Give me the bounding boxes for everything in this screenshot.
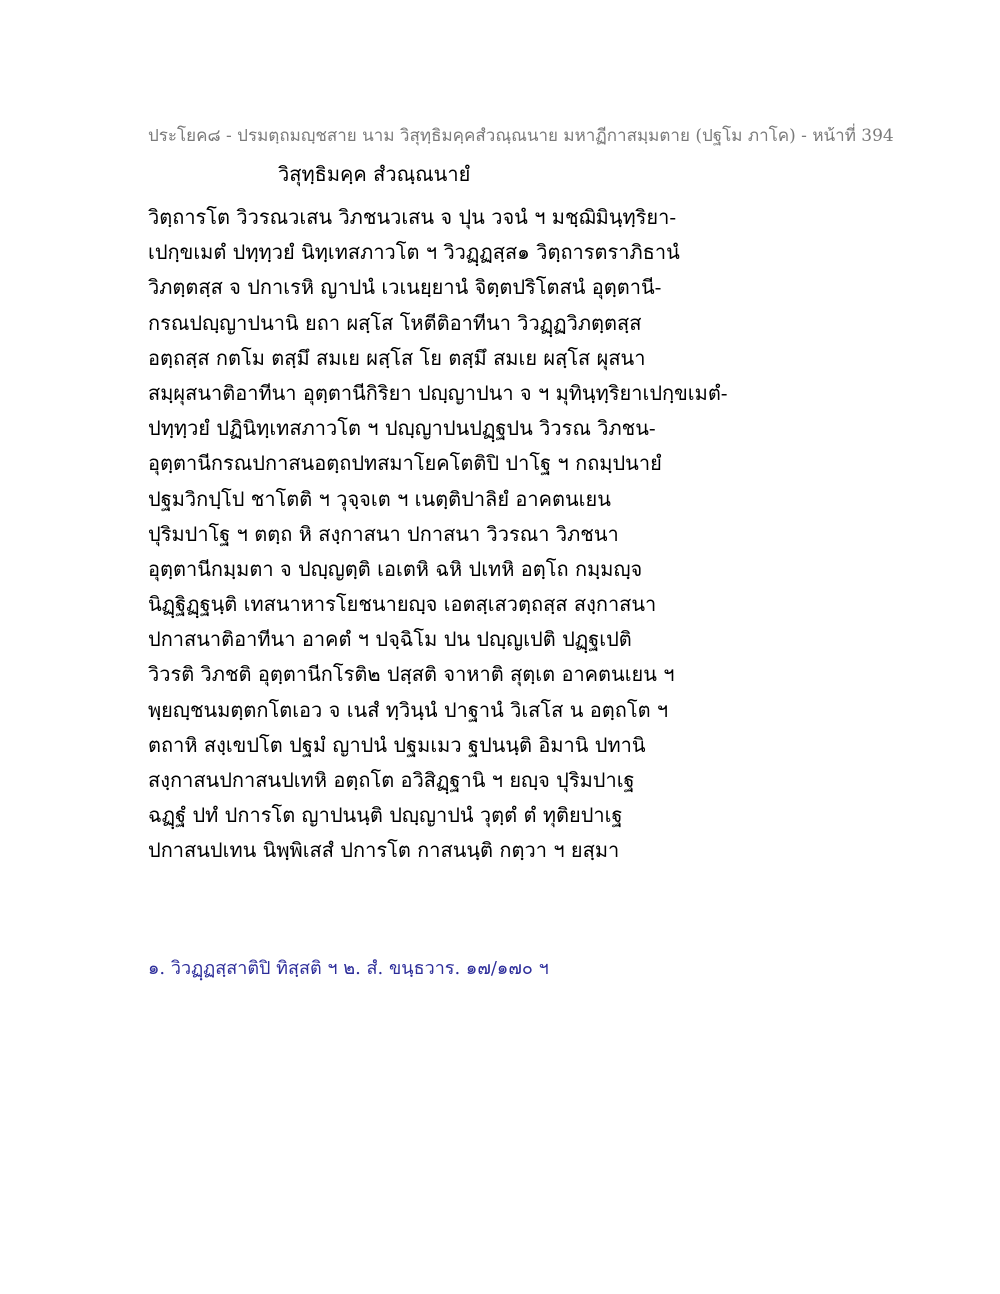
body-line: สงฺกาสนปกาสนปเทหิ อตฺถโต อวิสิฏฺฐานิ ฯ ยญฺจ ปุริมปาเฐ [148,768,635,792]
body-line: สมฺผุสนาติอาทีนา อุตฺตานีกิริยา ปญฺญาปนา จ ฯ มุทินฺทฺริยาเปกฺขเมตํ- [148,380,728,405]
section-title: วิสุทฺธิมคฺค สํวณฺณนายํ [278,162,471,186]
footnote: ๑. วิวฏฺฏสฺสาติปิ ทิสฺสติ ฯ ๒. สํ. ขนฺธวาร. ๑๗/๑๗๐ ฯ [148,958,549,979]
body-line: ปฐมวิกปฺโป ชาโตติ ฯ วุจฺจเต ฯ เนตฺติปาลิยํ อาคตนเยน [148,486,611,511]
body-line: ฉฏฺฐํ ปทํ ปการโต ญาปนนฺติ ปญฺญาปนํ วุตฺตํ ตํ ทุติยปาเฐ [148,803,623,828]
body-line: เปกฺขเมตํ ปทฺทฺวยํ นิทฺเทสภาวโต ฯ วิวฏฺฏสฺส๑ วิตฺถารตราภิธานํ [148,240,680,265]
body-line: กรณปญฺญาปนานิ ยถา ผสฺโส โหตีติอาทีนา วิวฏฺฏวิภตฺตสฺส [148,310,642,335]
body-line: วิวรติ วิภชติ อุตฺตานีกโรติ๒ ปสฺสติ จาหาติ สุตฺเต อาคตนเยน ฯ [148,662,675,687]
body-line: วิภตฺตสฺส จ ปกาเรหิ ญาปนํ เวเนยฺยานํ จิตฺตปริโตสนํ อุตฺตานี- [148,275,662,300]
body-line: พฺยญฺชนมตฺตกโตเอว จ เนสํ ทฺวินฺนํ ปาฐานํ วิเสโส น อตฺถโต ฯ [148,697,669,722]
body-line: อุตฺตานีกรณปกาสนอตฺถปทสมาโยคโตติปิ ปาโฐ ฯ กถมฺปนายํ [148,451,662,476]
body-line: ปทฺทฺวยํ ปฏินิทฺเทสภาวโต ฯ ปญฺญาปนปฏฺฐปน วิวรณ วิภชน- [148,416,656,441]
body-line: อุตฺตานีกมฺมตา จ ปญฺญตฺติ เอเตหิ ฉหิ ปเทหิ อตฺโถ กมฺมญฺจ [148,556,643,581]
body-line: นิฏฺฐิฏฺฐนฺติ เทสนาหารโยชนายญฺจ เอตสฺเสวตฺถสฺส สงฺกาสนา [148,592,657,617]
body-line: ตถาหิ สงฺเขปโต ปฐมํ ญาปนํ ปฐมเมว ฐปนนฺติ อิมานิ ปทานิ [148,732,646,757]
running-header: ประโยค๘ - ปรมตฺถมญฺชสาย นาม วิสุทฺธิมคฺคสํวณฺณนาย มหาฏีกาสมฺมตาย (ปฐโม ภาโค) - หน้าที่ 394 [148,126,894,146]
body-line: ปกาสนปเทน นิพฺพิเสสํ ปการโต กาสนนฺติ กตฺวา ฯ ยสฺมา [148,838,620,863]
body-line: ปุริมปาโฐ ฯ ตตฺถ หิ สงฺกาสนา ปกาสนา วิวรณา วิภชนา [148,521,619,546]
body-line: ปกาสนาติอาทีนา อาคตํ ฯ ปจฺฉิโม ปน ปญฺญเปติ ปฏฺฐเปติ [148,627,632,652]
body-text [148,200,868,869]
body-line: อตฺถสฺส กตโม ตสฺมึ สมเย ผสฺโส โย ตสฺมึ สมเย ผสฺโส ผุสนา [148,345,646,370]
body-line: วิตฺถารโต วิวรณวเสน วิภชนวเสน จ ปุน วจนํ ฯ มชฺฌิมินฺทฺริยา- [148,205,677,229]
